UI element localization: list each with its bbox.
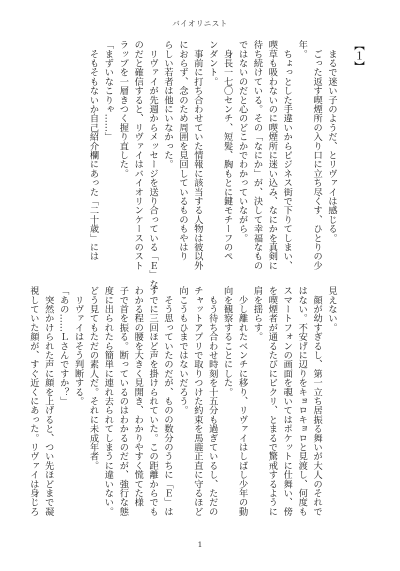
- running-title: バイオリニスト: [172, 19, 228, 28]
- text-line: 「あの……Ｌさんですか？」: [57, 286, 69, 406]
- text-line: 度に出られたら簡単に連れ去られてしまうに違いない。: [102, 286, 114, 516]
- text-line: におらず、念のため周囲を見回しているものもやはり: [176, 40, 188, 261]
- text-line: ンダント。: [206, 40, 218, 86]
- text-line: 年。: [296, 40, 308, 59]
- text-line: リヴァイはそう判断する。: [72, 286, 84, 406]
- text-line: 身長一七〇センチ、短髪、胸もとに鍵モチーフのペ: [221, 40, 233, 261]
- text-line: はない。不安げに辺りをキョロキョロと見渡し、何度も: [296, 286, 308, 516]
- text-line: 待ち続けている。その「なにか」が、決して幸福なもの: [251, 40, 263, 270]
- text-line: 向を観察することにした。: [221, 286, 233, 397]
- text-line: まるで迷い子のようだ、とリヴァイは感じる。: [326, 40, 337, 243]
- text-line: 見えない。: [326, 286, 337, 332]
- text-line: わかる程の腰を大きく見開き、わかりやすく慌てた様: [132, 286, 144, 507]
- text-line: らしい若者は他にいなかった。: [162, 40, 174, 169]
- chapter-mark: 【１】: [353, 40, 365, 72]
- text-line: 喫草も吸わないのに喫煙所に迷い込み、なにかを真剣に: [266, 40, 278, 270]
- text-line: 少し離れたベンチに移り、リヴァイはしばし少年の動: [236, 286, 248, 516]
- text-line: 肩を揺らす。: [251, 286, 263, 342]
- text-line: 「まずいなこりゃ……」: [102, 40, 114, 142]
- text-line: ではないのだと心のどこかでわかっていながら。: [236, 40, 248, 243]
- text-line: 子で首を振る。断っているのはわかるのだが、強行な態: [117, 286, 129, 516]
- text-line: どう見てもただの素人だ。それに未成年者。: [87, 286, 99, 470]
- text-line: 顔が幼すぎるし、第一立ち居振る舞いが大人のそれで: [311, 286, 323, 516]
- page-number: 1: [197, 540, 203, 549]
- text-line: スマートフォンの画面を覗いてはポケットに仕舞い、傍: [281, 286, 293, 516]
- text-line: 突然かけられた声に顔を上げると、つい先ほどまで凝: [42, 286, 54, 516]
- text-line: もう待ち合わせ時刻を十五分も過ぎているし、ただの: [206, 286, 218, 516]
- text-line: リヴァイが先週からメッセージを送り合っている「Ｅ」な: [147, 40, 159, 289]
- text-line: チャットアプリで取りつけた約束を馬鹿正直に守るほど: [191, 286, 203, 516]
- text-line: そう思っていたのだが、ものの数分のうちに「Ｅ」は: [162, 286, 174, 516]
- text-line: ちょっとした手違いからビジネス街で下りてしまい、: [281, 40, 293, 270]
- text-line: すでに三回ほど声を掛けられていた。この距離からでも: [147, 286, 159, 516]
- text-line: ごった返す喫煙所の入り口に立ち尽くす、ひとりの少: [311, 40, 323, 270]
- text-line: のだと確信すると、リヴァイはバイオリンケースのスト: [132, 40, 144, 270]
- text-line: を喫煙者が通るたびにビクリ、とまるで驚戒するように: [266, 286, 278, 516]
- text-line: そもそもないか自己紹介欄にあった「二十歳」には: [87, 40, 99, 261]
- text-line: 視していた顔が、すぐ近くにあった。リヴァイは身じろ: [27, 286, 39, 516]
- text-line: 事前に打ち合わせていた情報に該当する人物は彼以外: [191, 40, 203, 270]
- body-text-upper: [20, 40, 338, 289]
- body-text-lower: [20, 286, 338, 516]
- text-line: ラップを一層きつく握り直した。: [117, 40, 129, 178]
- text-line: 向こうもひまではないだろう。: [176, 286, 188, 415]
